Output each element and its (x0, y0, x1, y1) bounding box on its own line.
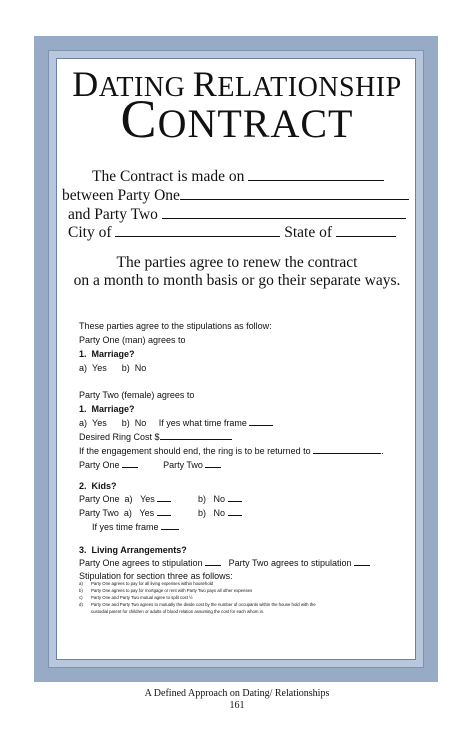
no-blank[interactable] (228, 500, 242, 502)
renew-line-1: The parties agree to renew the contract (116, 254, 358, 271)
q2-p2-no: b) No (198, 508, 242, 518)
ring-parties-line: Party One Party Two (79, 460, 221, 470)
date-blank[interactable] (248, 179, 384, 181)
stipulation-item: a) Party One agrees to pay for all living expenses within household (79, 581, 214, 586)
and-line: and Party Two (68, 206, 406, 224)
yes-option[interactable]: Yes (92, 418, 107, 428)
q3-heading: 3. Living Arrangements? (79, 545, 187, 555)
q2-time-frame: If yes time frame (92, 522, 179, 532)
no-option[interactable]: No (134, 418, 147, 428)
ring-cost-line: Desired Ring Cost $ (79, 432, 232, 442)
q2-heading: 2. Kids? (79, 481, 117, 491)
stipulation-item: custodial parent for children or adults of blood relation assuming the cost for each whom in. (91, 609, 265, 614)
made-on-line: The Contract is made on (92, 168, 384, 186)
ring-return-line: If the engagement should end, the ring is to be returned to . (79, 446, 384, 456)
stip-intro: These parties agree to the stipulations as follow: (79, 321, 272, 331)
stipulation-item: c) Party One and Party Two mutual agree to split cost ½ (79, 595, 193, 600)
time-frame-blank[interactable] (249, 424, 273, 426)
q2-p2-options: Party Two a) Yes (79, 508, 171, 518)
party-two-agrees: Party Two (female) agrees to (79, 390, 195, 400)
party-one-blank[interactable] (180, 198, 409, 200)
party-two-blank[interactable] (162, 217, 406, 219)
state-blank[interactable] (336, 235, 396, 237)
no-blank[interactable] (228, 514, 242, 516)
party-one-agrees: Party One (man) agrees to (79, 335, 186, 345)
q1-p1-options: a) Yes b) No (79, 363, 147, 373)
stipulation-item: d) Party One and Party Two agrees to mutually the divide cost by the number of occupants within the house hold with the (79, 602, 316, 607)
p1-stip-blank[interactable] (205, 564, 221, 566)
city-blank[interactable] (115, 235, 280, 237)
renew-line-2: on a month to month basis or go their separate ways. (73, 272, 401, 289)
city-state-line: City of State of (68, 224, 396, 242)
no-option[interactable]: No (134, 363, 147, 373)
p2-stip-blank[interactable] (354, 564, 370, 566)
q2-p1-no: b) No (198, 494, 242, 504)
page-number: 161 (229, 700, 245, 711)
kids-time-blank[interactable] (161, 528, 179, 530)
yes-blank[interactable] (157, 500, 171, 502)
title-line-1: DATING RELATIONSHIP (72, 64, 402, 104)
section-three-heading: Stipulation for section three as follows: (79, 571, 233, 581)
yes-option[interactable]: Yes (92, 363, 107, 373)
yes-blank[interactable] (157, 514, 171, 516)
ring-cost-blank[interactable] (160, 438, 232, 440)
title-line-2: CONTRACT (120, 89, 354, 149)
q3-parties-line: Party One agrees to stipulation Party Two agrees to stipulation (79, 558, 370, 568)
party-one-blank-ring[interactable] (122, 466, 138, 468)
q2-p1-options: Party One a) Yes (79, 494, 171, 504)
ring-return-blank[interactable] (313, 452, 381, 454)
q1-heading-2: 1. Marriage? (79, 404, 135, 414)
q1-p2-options: a) Yes b) No If yes what time frame (79, 418, 273, 428)
footer-text: A Defined Approach on Dating/ Relationships (144, 688, 330, 699)
stipulation-item: b) Party One agrees to pay for mortgage or rent with Party Two pays all other expenses (79, 588, 253, 593)
between-line: between Party One (62, 187, 409, 205)
party-two-blank-ring[interactable] (205, 466, 221, 468)
q1-heading: 1. Marriage? (79, 349, 135, 359)
